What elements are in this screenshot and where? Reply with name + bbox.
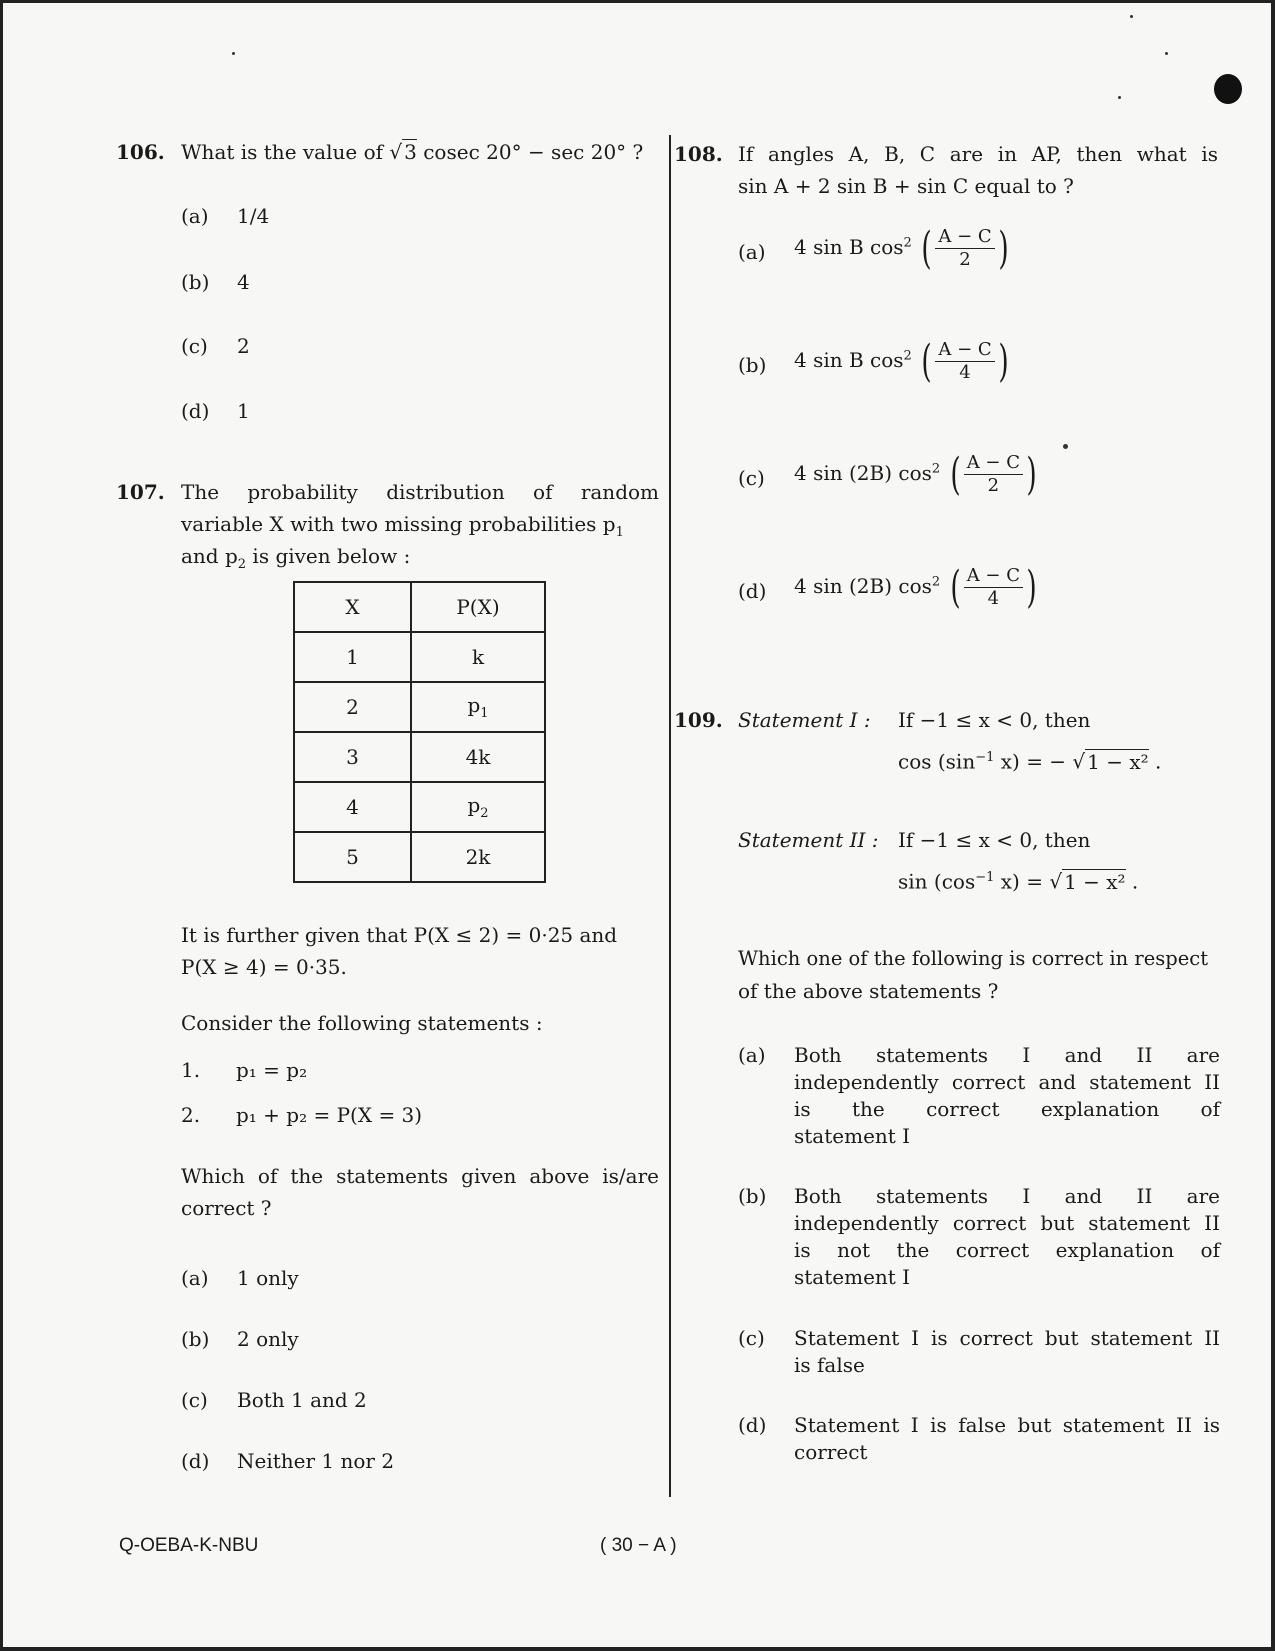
table-row xyxy=(294,632,545,682)
question-text-part: is given below : xyxy=(246,544,411,568)
table-cell: 4 xyxy=(294,782,411,832)
option-label: (b) xyxy=(181,270,210,294)
scan-speck xyxy=(1165,52,1168,55)
punch-hole-mark xyxy=(1214,74,1242,104)
question-text-line: If angles A, B, C are in AP, then what is xyxy=(738,142,1218,166)
superscript: 2 xyxy=(931,574,941,590)
expr-prefix: 4 sin B cos xyxy=(794,235,904,259)
expr-prefix: 4 sin (2B) cos xyxy=(794,461,932,485)
table-row xyxy=(294,782,545,832)
option-label: (b) xyxy=(738,353,767,377)
fraction-denominator: 2 xyxy=(987,475,1000,496)
subscript: 2 xyxy=(480,806,489,821)
page-border-bottom xyxy=(0,1647,1275,1651)
fraction-numerator: A − C xyxy=(935,339,994,362)
table-row xyxy=(294,682,545,732)
ask-text-line: correct ? xyxy=(181,1196,272,1220)
statement-text-line: If −1 ≤ x < 0, then xyxy=(898,708,1091,732)
statement-text-line: $\cos (\sin^{-1}$ x) = − √ 1 − x² . xyxy=(898,749,1162,774)
question-text-part: variable X with two missing probabilities p xyxy=(181,512,616,536)
superscript: −1 xyxy=(975,870,995,885)
option-text-line: is not the correct explanation of xyxy=(794,1238,1220,1262)
subscript: 2 xyxy=(237,557,247,572)
table-cell xyxy=(411,682,545,732)
option-text-line: is false xyxy=(794,1353,865,1377)
option-text: 2 only xyxy=(237,1327,299,1351)
statement-label: Statement I : xyxy=(738,708,871,732)
option-expression: 4 sin (2B) $\cos^2$ ( $\frac{A - C}{2}$ ) xyxy=(794,448,1037,500)
question-number: 107. xyxy=(116,480,165,504)
option-text: Both 1 and 2 xyxy=(237,1388,367,1412)
option-text xyxy=(794,1325,1220,1379)
option-label: (b) xyxy=(181,1327,210,1351)
table-cell: 5 xyxy=(294,832,411,882)
table-cell: 4k xyxy=(411,732,545,782)
table-cell: k xyxy=(411,632,545,682)
option-label: (a) xyxy=(181,1266,209,1290)
given-text-line: P(X ≥ 4) = 0·35. xyxy=(181,955,347,979)
question-number: 106. xyxy=(116,140,165,164)
option-text-line: is the correct explanation of xyxy=(794,1097,1220,1121)
table-cell: 3 xyxy=(294,732,411,782)
scan-speck xyxy=(1118,96,1121,99)
question-text: What is the value of √ 3 cosec 20° − sec 20° ? xyxy=(181,140,644,164)
column-divider xyxy=(669,135,671,1497)
subscript: 1 xyxy=(615,525,624,540)
footer-page-number: ( 30 − A ) xyxy=(600,1535,677,1556)
question-number: 108. xyxy=(674,142,723,166)
table-header: P(X) xyxy=(411,582,545,632)
option-text-line: statement I xyxy=(794,1124,911,1148)
table-cell: 2k xyxy=(411,832,545,882)
footer-paper-code: Q-OEBA-K-NBU xyxy=(119,1535,259,1556)
option-text xyxy=(794,1042,1220,1150)
fraction xyxy=(964,565,1023,610)
option-text-line: statement I xyxy=(794,1265,911,1289)
fraction-numerator: A − C xyxy=(964,452,1023,475)
fraction-denominator: 2 xyxy=(959,249,971,270)
option-label: (b) xyxy=(738,1184,767,1208)
fraction-denominator: 4 xyxy=(987,588,1000,609)
question-text-part: cosec 20° − sec 20° ? xyxy=(423,140,644,164)
option-text: 1 xyxy=(237,399,250,423)
scan-speck xyxy=(1130,15,1133,18)
option-text: 1 only xyxy=(237,1266,299,1290)
expr-part: sin (cos xyxy=(898,869,976,894)
table-cell: 1 xyxy=(294,632,411,682)
option-label: (d) xyxy=(738,1413,767,1437)
sqrt-radicand: 1 − x² xyxy=(1064,869,1126,894)
option-label: (d) xyxy=(738,579,767,603)
ask-text-line: Which of the statements given above is/are xyxy=(181,1164,659,1188)
table-row xyxy=(294,832,545,882)
option-expression: 4 sin B $\cos^2$ ( $\frac{A - C}{4}$ ) xyxy=(794,335,1009,387)
page-border-left xyxy=(0,0,3,1651)
superscript: 2 xyxy=(903,348,912,364)
table-header: X xyxy=(294,582,411,632)
expr-prefix: 4 sin B cos xyxy=(794,348,904,372)
option-expression: 4 sin B $\cos^2$ ( $\frac{A - C}{2}$ ) xyxy=(794,222,1009,274)
question-number: 109. xyxy=(674,708,723,732)
option-text: 4 xyxy=(237,270,250,294)
expr-part: x) = xyxy=(994,869,1050,894)
question-text-line xyxy=(181,540,410,581)
option-text xyxy=(794,1412,1220,1466)
superscript: 2 xyxy=(931,461,941,477)
option-label: (d) xyxy=(181,1449,210,1473)
statement-text-line: If −1 ≤ x < 0, then xyxy=(898,828,1091,852)
fraction xyxy=(935,226,994,271)
statement-text: p₁ = p₂ xyxy=(236,1058,308,1082)
given-text-line: It is further given that P(X ≤ 2) = 0·25 and xyxy=(181,923,618,947)
statement-text: p₁ + p₂ = P(X = 3) xyxy=(236,1103,423,1127)
page-border-right xyxy=(1271,0,1275,1651)
option-text-line: correct xyxy=(794,1440,868,1464)
fraction xyxy=(935,339,994,384)
expr-prefix: 4 sin (2B) cos xyxy=(794,574,932,598)
statement-number: 1. xyxy=(181,1058,201,1082)
option-text-line: Statement I is correct but statement II xyxy=(794,1326,1220,1350)
option-label: (c) xyxy=(181,334,208,358)
fraction xyxy=(964,452,1023,497)
fraction-numerator: A − C xyxy=(935,226,994,249)
superscript: 2 xyxy=(903,235,912,251)
option-label: (c) xyxy=(738,1326,765,1350)
option-text: 2 xyxy=(237,334,250,358)
question-text-part: and p xyxy=(181,544,238,568)
option-text-line: Statement I is false but statement II is xyxy=(794,1413,1220,1437)
sqrt-radicand: 3 xyxy=(404,140,417,164)
option-text xyxy=(794,1183,1220,1291)
question-text-line: The probability distribution of random xyxy=(181,480,659,504)
expr-part: cos (sin xyxy=(898,749,976,774)
question-text-part: What is the value of xyxy=(181,140,384,164)
ask-text-line: of the above statements ? xyxy=(738,979,999,1003)
scan-speck xyxy=(1063,444,1068,449)
option-label: (c) xyxy=(738,466,765,490)
superscript: −1 xyxy=(975,750,995,765)
option-text: 1/4 xyxy=(237,204,270,228)
option-text-line: Both statements I and II are xyxy=(794,1184,1220,1208)
statement-label: Statement II : xyxy=(738,828,879,852)
sqrt-radicand: 1 − x² xyxy=(1087,749,1149,774)
option-label: (a) xyxy=(181,204,209,228)
option-label: (a) xyxy=(738,1043,766,1067)
option-text-line: Both statements I and II are xyxy=(794,1043,1220,1067)
page-border-top xyxy=(0,0,1275,3)
option-expression: 4 sin (2B) $\cos^2$ ( $\frac{A - C}{4}$ ) xyxy=(794,561,1037,613)
cell-text: p xyxy=(467,793,481,817)
option-text-line: independently correct and statement II xyxy=(794,1070,1220,1094)
ask-text-line: Which one of the following is correct in respect xyxy=(738,947,1209,970)
table-cell xyxy=(411,782,545,832)
subscript: 1 xyxy=(480,706,489,721)
expr-part: x) = − xyxy=(994,749,1073,774)
fraction-numerator: A − C xyxy=(964,565,1023,588)
cell-text: p xyxy=(467,693,481,717)
statement-number: 2. xyxy=(181,1103,201,1127)
scan-speck xyxy=(232,52,235,55)
table-header-row xyxy=(294,582,545,632)
option-label: (a) xyxy=(738,240,766,264)
question-text-line: sin A + 2 sin B + sin C equal to ? xyxy=(738,174,1074,198)
consider-text: Consider the following statements : xyxy=(181,1011,543,1035)
probability-table xyxy=(293,581,546,883)
option-text-line: independently correct but statement II xyxy=(794,1211,1220,1235)
statement-text-line: $\sin (\cos^{-1}$ x) = √ 1 − x² . xyxy=(898,869,1139,894)
option-label: (c) xyxy=(181,1388,208,1412)
table-row xyxy=(294,732,545,782)
table-cell: 2 xyxy=(294,682,411,732)
option-text: Neither 1 nor 2 xyxy=(237,1449,395,1473)
option-label: (d) xyxy=(181,399,210,423)
fraction-denominator: 4 xyxy=(959,362,971,383)
